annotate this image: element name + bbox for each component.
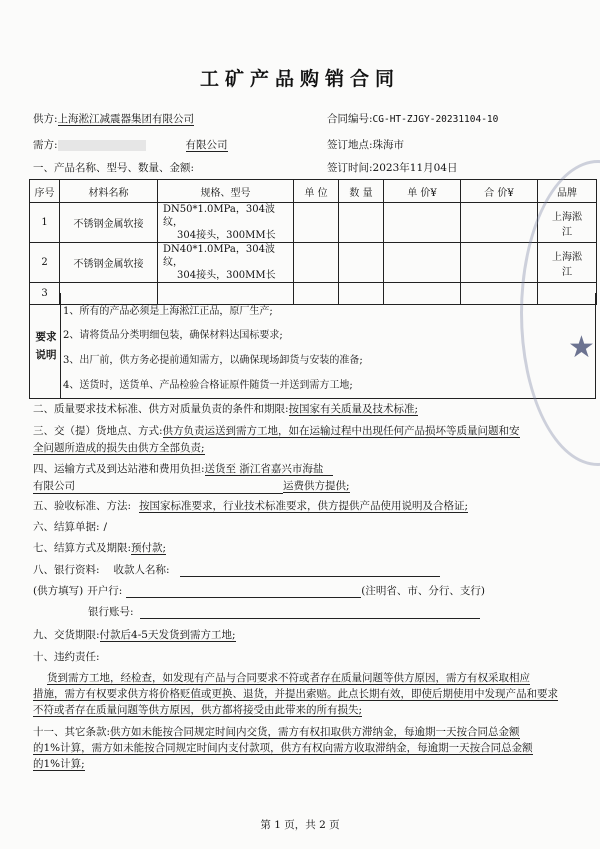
section11-line: 的1%计算; [33, 758, 85, 770]
sign-time-row [327, 160, 458, 175]
row-no: 2 [30, 243, 60, 283]
sign-place-label: 签订地点: [327, 139, 373, 151]
row-price [384, 243, 461, 283]
bank-field [126, 585, 361, 598]
supplier-value: 上海淞江减震器集团有限公司 [57, 113, 195, 125]
section3-line2: 全问题所造成的损失由供方全部负责; [33, 442, 205, 454]
section8-row [33, 562, 440, 577]
redaction-box [58, 140, 146, 151]
requirement-item: 3、出厂前，供方务必提前通知需方，以确保现场卸货与安装的准备; [63, 355, 363, 366]
row-name: 不锈钢金属软接 [60, 243, 158, 283]
requirements-label [30, 293, 61, 398]
row-brand-line2: 江 [562, 266, 572, 278]
supplier-label: 供方: [33, 113, 58, 125]
row-no: 3 [30, 283, 60, 305]
section3-continuation [33, 440, 205, 455]
section2-label: 二、质量要求技术标准、供方对质量负责的条件和期限: [33, 403, 289, 415]
row-price [384, 203, 461, 243]
requirements-label-line2: 说明 [35, 349, 57, 361]
col-header-brand: 品牌 [538, 180, 597, 203]
section4-company: 有限公司 [33, 478, 283, 494]
row-total [461, 203, 538, 243]
table-row [30, 243, 597, 283]
payee-field [180, 564, 440, 577]
row-spec [158, 243, 294, 283]
row-qty [339, 243, 384, 283]
page-title: 工矿产品购销合同 [199, 68, 400, 90]
row-brand-line2: 江 [562, 226, 572, 238]
section11-label: 十一、其它条款: [33, 726, 111, 738]
section9-row [33, 627, 236, 642]
col-header-total: 合 价¥ [461, 180, 538, 203]
section10-line: 货到需方工地，经检查，如发现有产品与合同要求不符或者存在质量问题等供方原因，需方有权采取相应 [47, 672, 530, 684]
section5-label: 五、验收标准、方法: [33, 500, 132, 512]
section8-label: 八、银行资料: [33, 564, 100, 576]
account-label: 银行账号: [88, 606, 134, 618]
requirement-item: 2、请将货品分类明细包装，确保材料达国标要求; [63, 330, 283, 341]
section6-row [33, 519, 107, 534]
section1-heading: 一、产品名称、型号、数量、金额: [33, 162, 195, 174]
table-row [30, 203, 597, 243]
buyer-row [33, 137, 228, 152]
col-header-price: 单 价¥ [384, 180, 461, 203]
section7-row [33, 540, 166, 555]
requirements-label-line1: 要求 [35, 331, 57, 343]
sign-time-label: 签订时间: [327, 162, 373, 174]
bank-note: (注明省、市、分行、支行) [361, 585, 485, 597]
buyer-label: 需方: [33, 139, 58, 151]
section3-row [33, 423, 520, 438]
bank-row [33, 583, 485, 598]
row-qty [339, 203, 384, 243]
sign-place-value: 珠海市 [372, 139, 405, 151]
row-spec-line1: DN40*1.0MPa，304波纹， [163, 244, 275, 268]
requirement-item: 1、所有的产品必须是上海淞江正品，原厂生产; [63, 306, 273, 317]
section10-line1-wrap [47, 670, 530, 685]
section4-label: 四、运输方式及到达站港和费用负担: [33, 463, 205, 475]
section5-value: 按国家标准要求，行业技术标准要求，供方提供产品使用说明及合格证; [139, 500, 469, 512]
row-spec-line2: 304接头，300MM长 [177, 230, 276, 241]
row-brand-line1: 上海淞 [552, 211, 582, 223]
col-header-qty: 数 量 [339, 180, 384, 203]
section4-row [33, 461, 333, 476]
section9-value: 付款后4-5天发货到需方工地; [99, 629, 236, 641]
bank-label: 开户行: [87, 585, 123, 597]
section2-value: 按国家有关质量及技术标准; [288, 403, 419, 415]
sign-place-row [327, 137, 404, 152]
account-row [88, 604, 480, 619]
contract-no-value: CG-HT-ZJGY-20231104-10 [372, 114, 499, 125]
account-field [140, 606, 480, 619]
col-header-name: 材料名称 [60, 180, 158, 203]
requirement-item: 4、送货时，送货单、产品检验合格证原件随货一并送到需方工地; [63, 380, 353, 391]
section7-value: 预付款; [131, 542, 167, 554]
col-header-unit: 单 位 [294, 180, 339, 203]
section6-value: / [103, 521, 108, 533]
section3-value: 供方负责运送到需方工地，如在运输过程中出现任何产品损坏等质量问题和安 [162, 425, 520, 437]
supplier-row [33, 111, 194, 126]
requirements-box [29, 293, 596, 399]
row-unit [294, 203, 339, 243]
section3-label: 三、交（提）货地点、方式: [33, 425, 163, 437]
section11-line2-wrap [33, 740, 533, 755]
section10-label: 十、违约责任: [33, 651, 100, 663]
page-footer: 第 1 页，共 2 页 [260, 819, 340, 831]
row-no: 1 [30, 203, 60, 243]
buyer-suffix: 有限公司 [185, 139, 228, 151]
section11-line: 供方如未能按合同规定时间内交货，需方有权扣取供方滞纳金，每逾期一天按合同总金额 [110, 726, 520, 738]
section11-row [33, 724, 520, 739]
row-spec-line1: DN50*1.0MPa，304波纹， [163, 204, 275, 228]
section5-row [33, 498, 468, 513]
items-table [29, 179, 597, 305]
section4-row2 [33, 478, 350, 494]
section4-freight: 运费供方提供; [283, 480, 350, 492]
section2-row [33, 401, 418, 416]
row-spec [158, 203, 294, 243]
section7-label: 七、结算方式及期限: [33, 542, 132, 554]
section9-label: 九、交货期限: [33, 629, 100, 641]
row-spec-line2: 304接头，300MM长 [177, 270, 276, 281]
supplier-fill-note: (供方填写) [33, 585, 84, 597]
payee-label: 收款人名称: [113, 564, 170, 576]
row-name: 不锈钢金属软接 [60, 203, 158, 243]
section11-line: 的1%计算，需方如未能按合同规定时间内支付款项，供方有权向需方收取滞纳金，每逾期一天按合同总金额 [33, 742, 533, 754]
section10-line: 不符或者存在质量问题等供方原因，供方都将接受由此带来的所有损失; [33, 704, 363, 716]
seal-star-icon: ★ [568, 330, 595, 365]
col-header-spec: 规格、型号 [158, 180, 294, 203]
row-unit [294, 243, 339, 283]
table-header-row [30, 180, 597, 203]
section10-line: 措施，需方有权要求供方将价格贬值或更换、退货，并提出索赔。此点长期有效，即使后期使用中发现产品和要求 [33, 688, 558, 700]
section10-line3-wrap [33, 702, 362, 717]
contract-no-row [327, 111, 498, 126]
section6-label: 六、结算单据: [33, 521, 100, 533]
section4-destination: 送货至 浙江省嘉兴市海盐 [205, 463, 334, 476]
row-brand-line1: 上海淞 [552, 251, 582, 263]
col-header-no: 序号 [30, 180, 60, 203]
contract-no-label: 合同编号: [327, 113, 373, 125]
section11-line3-wrap [33, 756, 85, 771]
section10-line2-wrap [33, 686, 558, 701]
sign-time-value: 2023年11月04日 [372, 162, 458, 174]
